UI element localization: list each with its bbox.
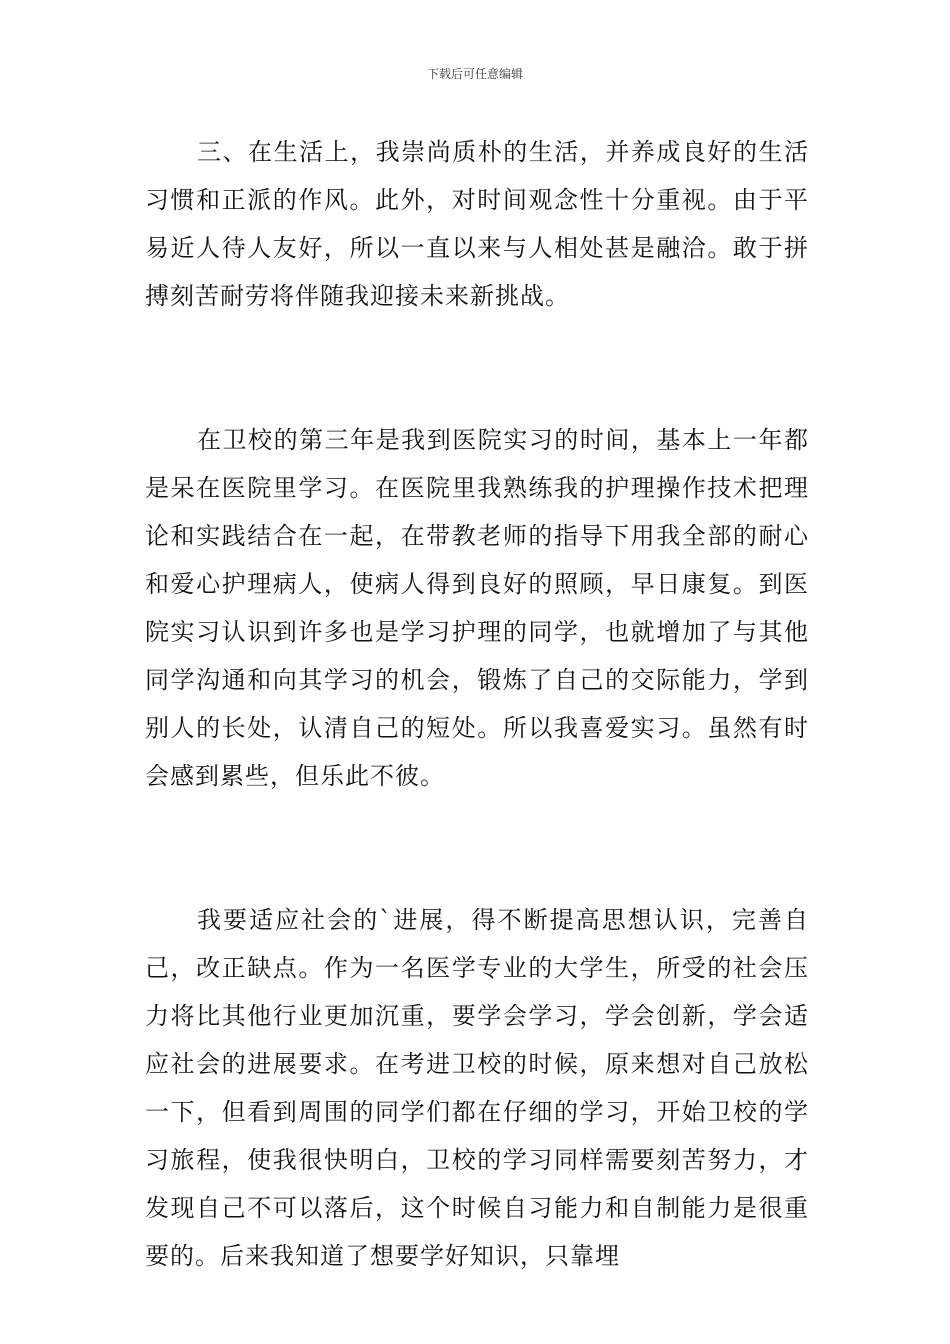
paragraph-life: 三、在生活上，我崇尚质朴的生活，并养成良好的生活习惯和正派的作风。此外，对时间观念性十分重视。由于平易近人待人友好，所以一直以来与人相处甚是融洽。敢于拼搏刻苦耐劳将伴随我迎接未来新挑战。 [145,138,809,310]
paragraph-internship: 在卫校的第三年是我到医院实习的时间，基本上一年都是呆在医院里学习。在医院里我熟练我的护理操作技术把理论和实践结合在一起，在带教老师的指导下用我全部的耐心和爱心护理病人，使病人得到良好的照顾，早日康复。到医院实习认识到许多也是学习护理的同学，也就增加了与其他同学沟通和向其学习的机会，锻炼了自己的交际能力，学到别人的长处，认清自己的短处。所以我喜爱实习。虽然有时会感到累些，但乐此不彼。 [145,426,809,790]
paragraph-adaptation: 我要适应社会的`进展，得不断提高思想认识，完善自己，改正缺点。作为一名医学专业的大学生，所受的社会压力将比其他行业更加沉重，要学会学习，学会创新，学会适应社会的进展要求。在考进卫校的时候，原来想对自己放松一下，但看到周围的同学们都在仔细的学习，开始卫校的学习旅程，使我很快明白，卫校的学习同样需要刻苦努力，才发现自己不可以落后，这个时候自习能力和自制能力是很重要的。后来我知道了想要学好知识，只靠埋 [145,906,809,1270]
paragraph-spacer [145,800,809,896]
paragraph-spacer [145,320,809,416]
document-body [145,128,809,1280]
page-header: 下载后可任意编辑 [426,67,523,81]
